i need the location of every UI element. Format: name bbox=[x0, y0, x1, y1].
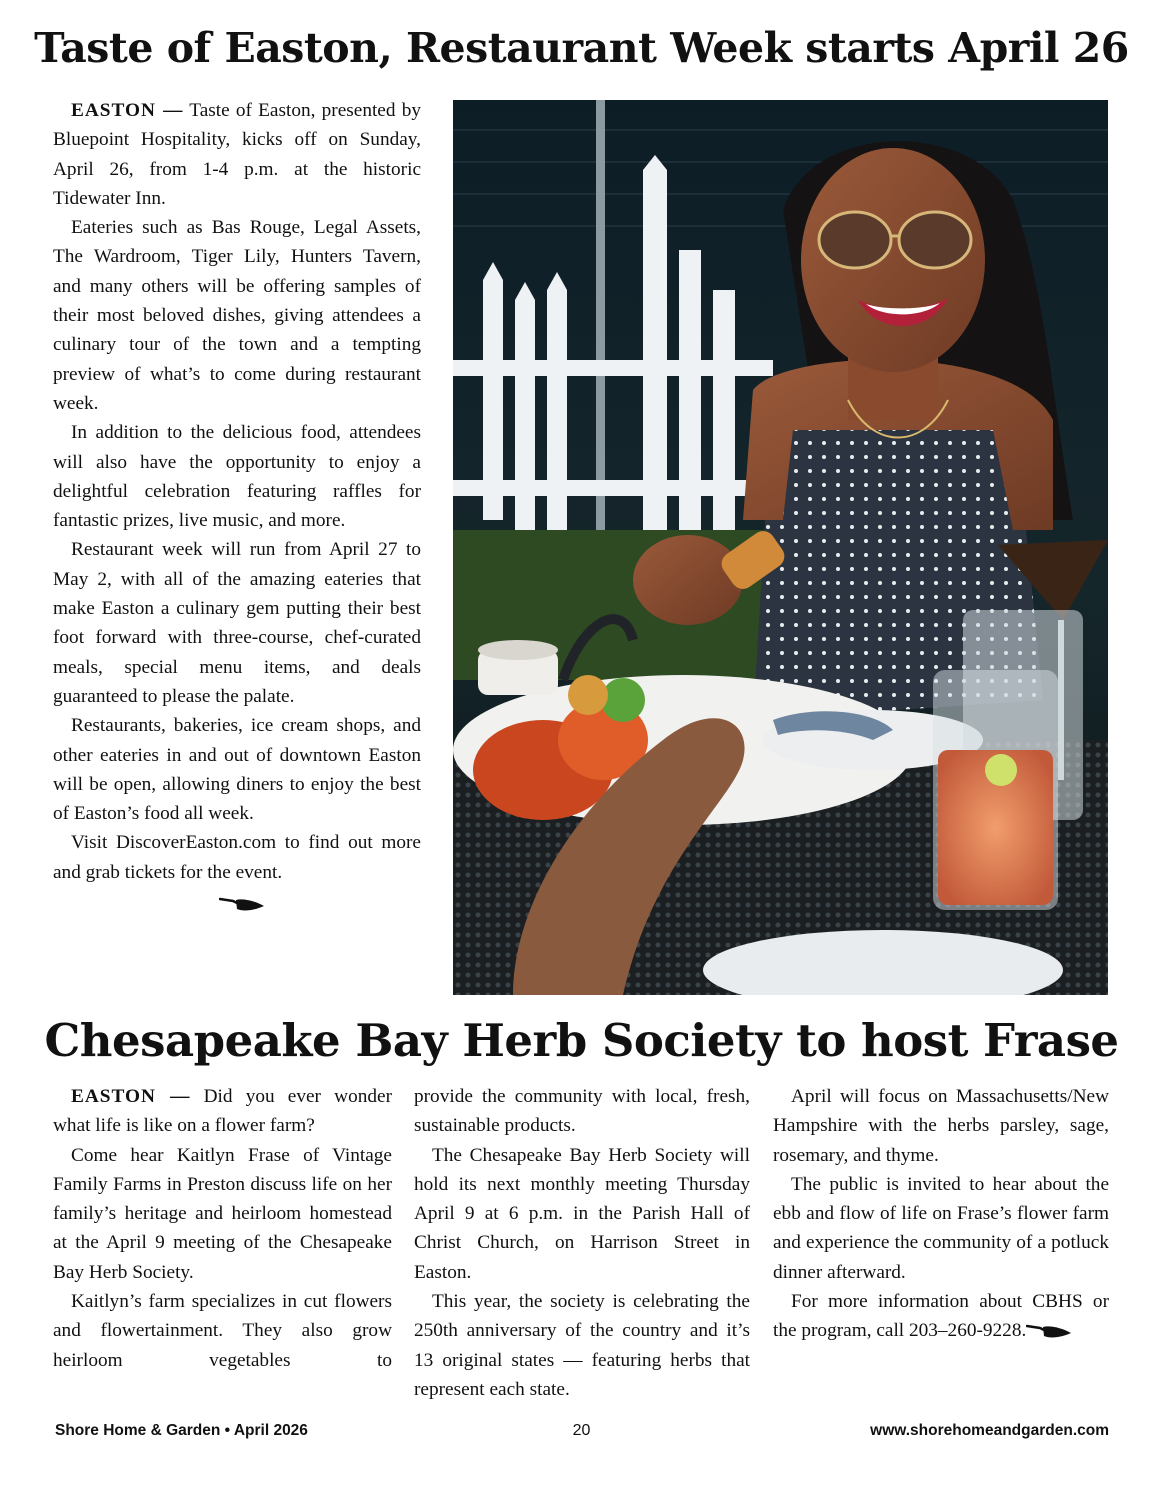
trowel-end-mark-icon bbox=[1026, 1322, 1072, 1342]
article2-column-3 bbox=[773, 1082, 1109, 1346]
article1-paragraph: Restaurants, bakeries, ice cream shops, and other eateries in and out of downtown Easton will be open, allowing diners to enjoy the best of Easton’s food all week. bbox=[53, 715, 421, 825]
article2-headline: Chesapeake Bay Herb Society to host Frase bbox=[44, 1014, 1119, 1067]
article1-paragraph-text: Taste of Easton, presented by Bluepoint Hospitality, kicks off on Sunday, April 26, from 1-4 p.m. at the historic Tidewater Inn. bbox=[53, 100, 421, 209]
article1-dateline: EASTON — bbox=[71, 100, 184, 121]
article2-paragraph bbox=[53, 1082, 392, 1141]
article1-paragraph: Restaurant week will run from April 27 to May 2, with all of the amazing eateries that make Easton a culinary gem putting their best foot forward with three-course, chef-curated meals, special menu items, and deals guaranteed to please the palate. bbox=[53, 539, 421, 707]
article2-dateline: EASTON — bbox=[71, 1086, 191, 1107]
article2-paragraph: This year, the society is celebrating the 250th anniversary of the country and it’s 13 original states — featuring herbs that represent each state. bbox=[414, 1291, 750, 1400]
footer-publication: Shore Home & Garden • April 2026 bbox=[55, 1422, 308, 1439]
article2-paragraph-text: Did you ever wonder what life is like on a flower farm? bbox=[53, 1086, 392, 1137]
article2-column-2 bbox=[414, 1082, 750, 1404]
article1-end-mark bbox=[53, 889, 421, 919]
restaurant-diner-photo bbox=[453, 100, 1108, 995]
article1-paragraph: Visit DiscoverEaston.com to find out more and grab tickets for the event. bbox=[53, 832, 421, 883]
article2-paragraph: Kaitlyn’s farm specializes in cut flowers and flowertainment. They also grow heirloom vegetables to bbox=[53, 1291, 392, 1371]
article2-paragraph: provide the community with local, fresh, sustainable products. bbox=[414, 1086, 750, 1137]
footer-website: www.shorehomeandgarden.com bbox=[870, 1422, 1109, 1439]
article2-paragraph-text: For more information about CBHS or the program, call 203–260-9228. bbox=[773, 1291, 1109, 1342]
article2-paragraph: April will focus on Massachusetts/New Hampshire with the herbs parsley, sage, rosemary, and thyme. bbox=[773, 1086, 1109, 1166]
article2-paragraph: The public is invited to hear about the ebb and flow of life on Frase’s flower farm and experience the community of a potluck dinner afterward. bbox=[773, 1173, 1109, 1283]
photo-illustration bbox=[453, 100, 1108, 995]
article1-paragraph: In addition to the delicious food, attendees will also have the opportunity to enjoy a delightful celebration featuring raffles for fantastic prizes, live music, and more. bbox=[53, 422, 421, 532]
article2-column-1 bbox=[53, 1082, 392, 1375]
article2-paragraph bbox=[773, 1287, 1109, 1346]
article1-headline: Taste of Easton, Restaurant Week starts April 26 bbox=[34, 24, 1129, 72]
footer-page-number: 20 bbox=[572, 1422, 591, 1439]
article1-text-column bbox=[53, 96, 421, 919]
trowel-end-mark-icon bbox=[219, 895, 265, 915]
article1-paragraph bbox=[53, 96, 421, 213]
article1-paragraph: Eateries such as Bas Rouge, Legal Assets, The Wardroom, Tiger Lily, Hunters Tavern, and many others will be offering samples of their most beloved dishes, giving attendees a culinary tour of the town and a tempting preview of what’s to come during restaurant week. bbox=[53, 217, 421, 414]
article2-paragraph: The Chesapeake Bay Herb Society will hold its next monthly meeting Thursday April 9 at 6 p.m. in the Parish Hall of Christ Church, on Harrison Street in Easton. bbox=[414, 1144, 750, 1283]
article2-paragraph: Come hear Kaitlyn Frase of Vintage Family Farms in Preston discuss life on her family’s heritage and heirloom homestead at the April 9 meeting of the Chesapeake Bay Herb Society. bbox=[53, 1144, 392, 1283]
